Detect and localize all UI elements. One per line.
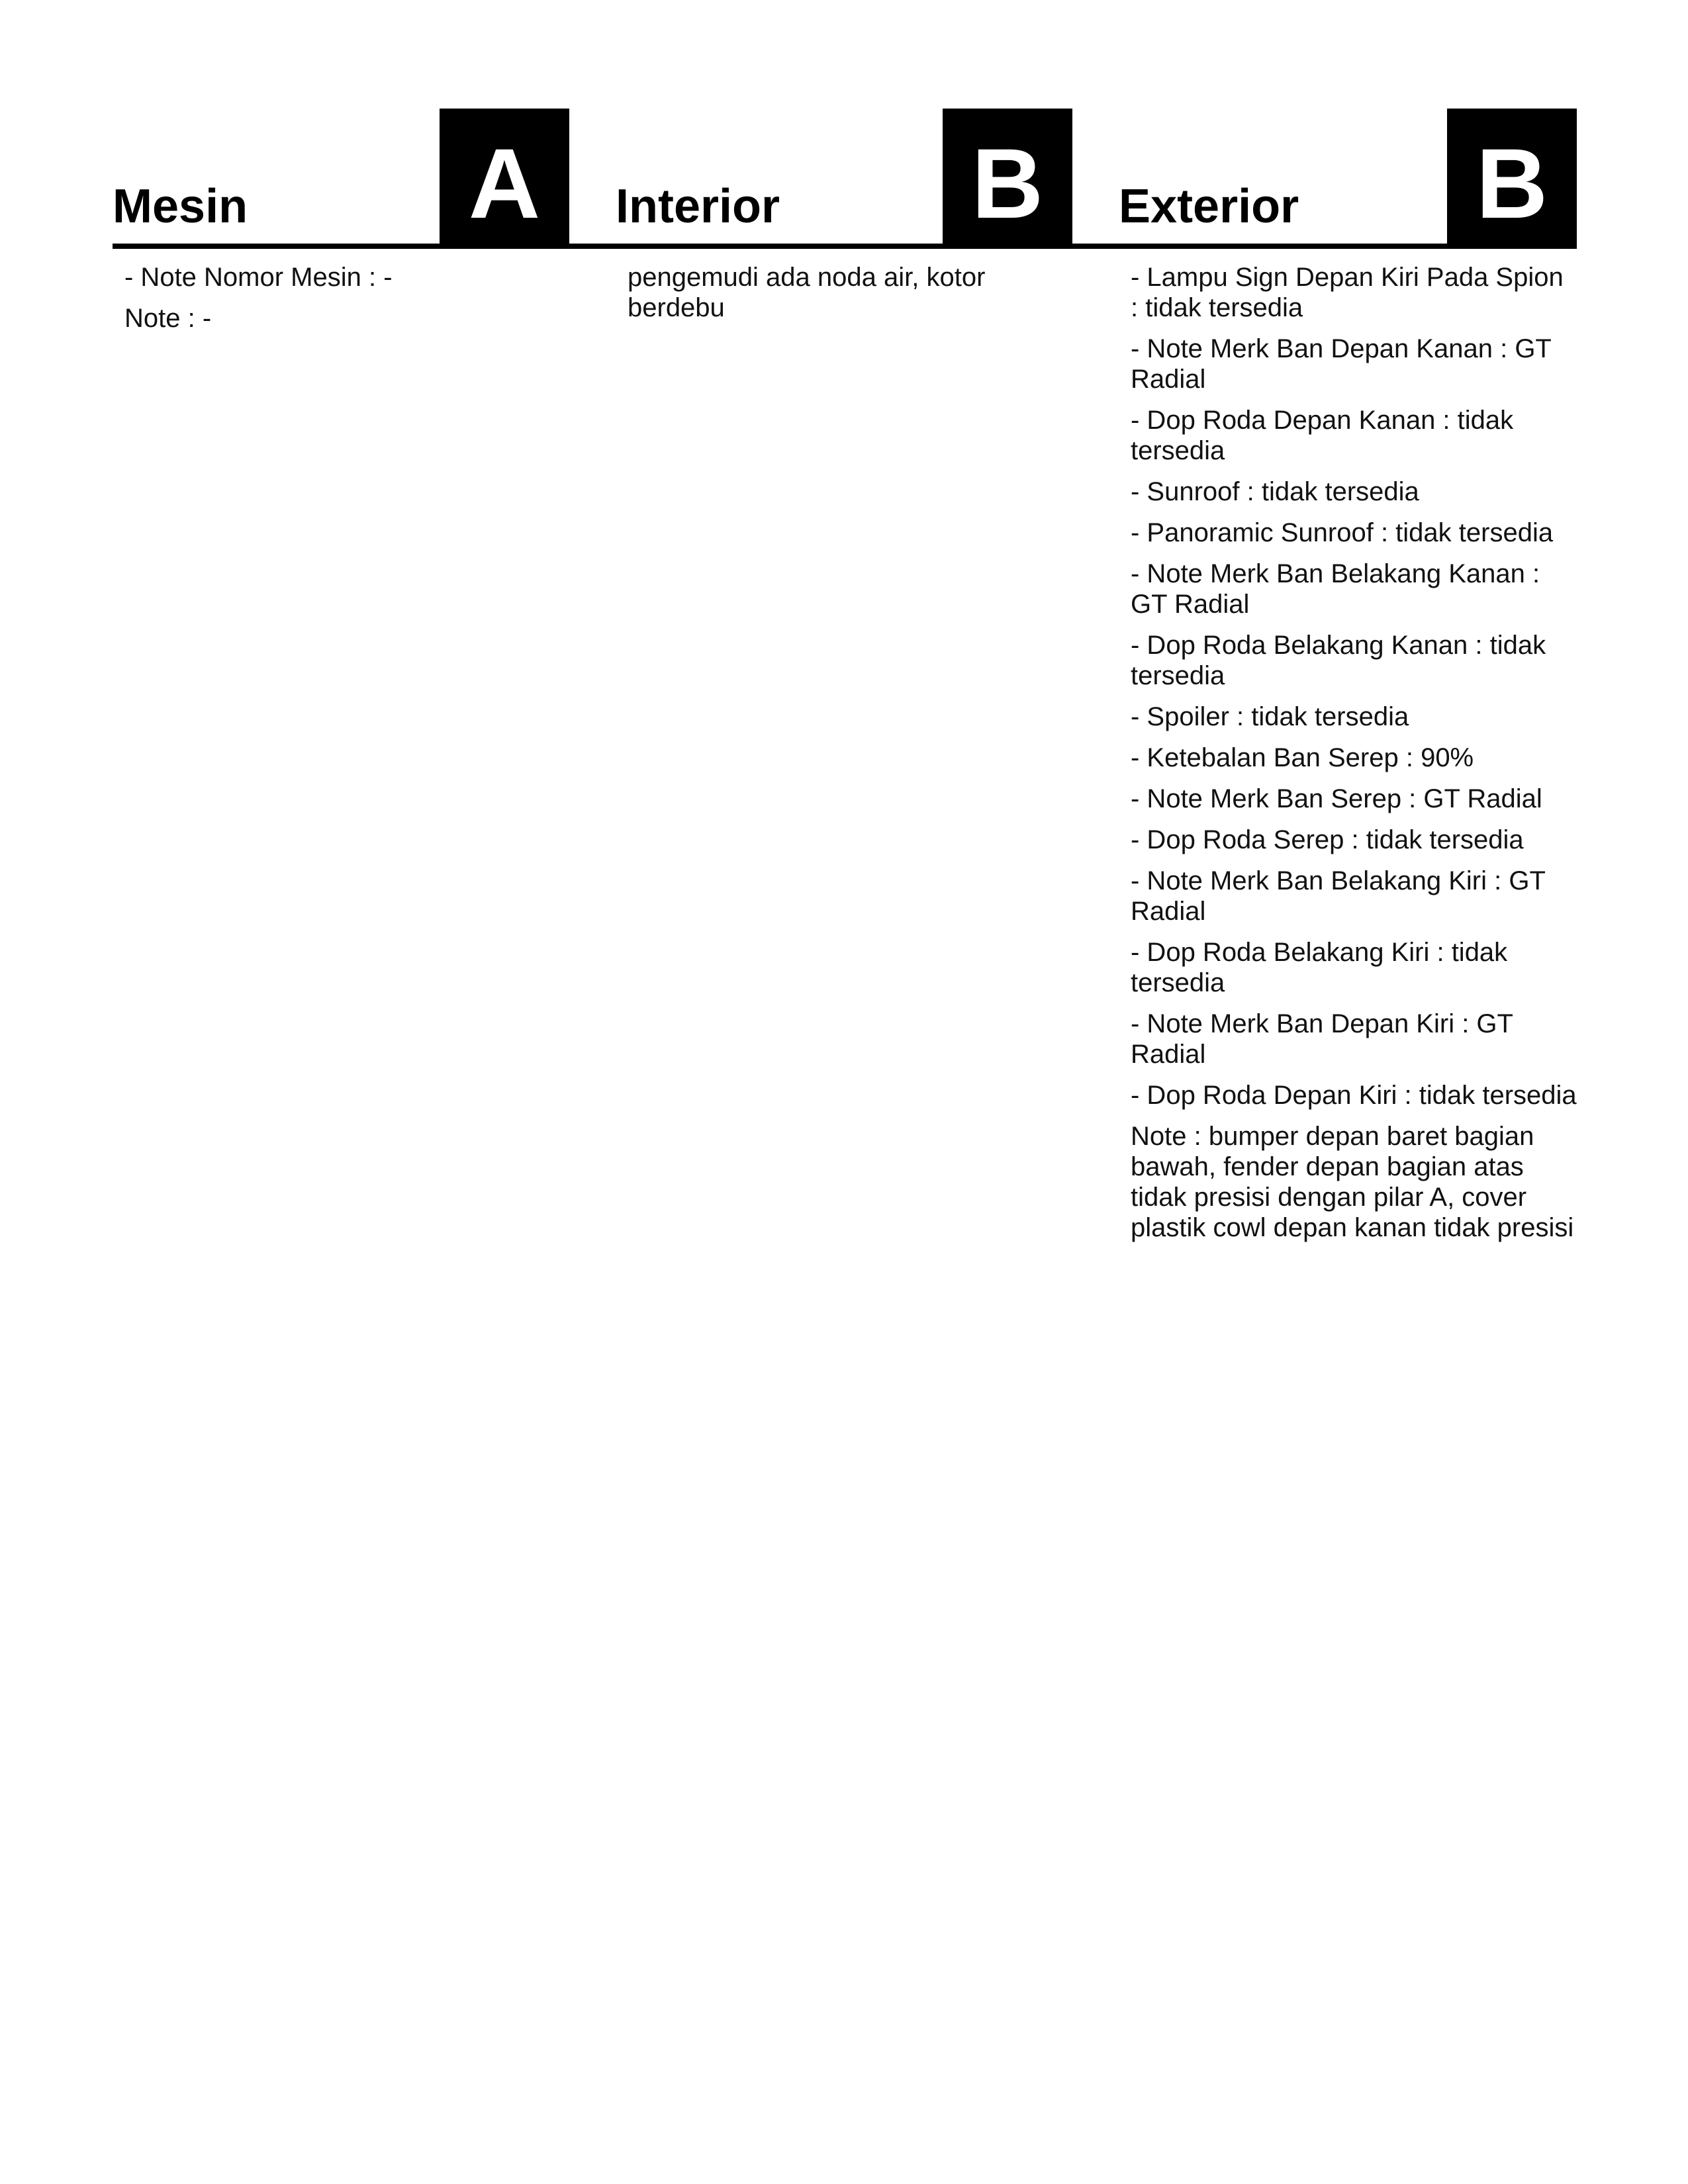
note-item: - Note Merk Ban Depan Kiri : GT Radial	[1131, 1009, 1513, 1069]
note-item: - Note Merk Ban Belakang Kanan : GT Radial	[1131, 559, 1540, 619]
note-item: - Note Merk Ban Depan Kanan : GT Radial	[1131, 334, 1552, 394]
section-title: Mesin	[113, 180, 248, 233]
note-item: - Note Nomor Mesin : -	[124, 263, 393, 292]
grade-badge: B	[943, 109, 1072, 244]
section-title: Exterior	[1119, 180, 1299, 233]
notes-list	[1119, 262, 1577, 1243]
note-item: - Panoramic Sunroof : tidak tersedia	[1131, 518, 1554, 547]
grade-badge: B	[1447, 109, 1577, 244]
note-item: - Sunroof : tidak tersedia	[1131, 477, 1419, 506]
note-item: pengemudi ada noda air, kotor berdebu	[628, 263, 986, 322]
note-item: - Dop Roda Serep : tidak tersedia	[1131, 825, 1524, 854]
note-item: - Note Merk Ban Belakang Kiri : GT Radial	[1131, 866, 1546, 926]
note-item: - Dop Roda Depan Kanan : tidak tersedia	[1131, 406, 1514, 465]
note-item: - Dop Roda Depan Kiri : tidak tersedia	[1131, 1081, 1577, 1110]
notes-list	[113, 262, 569, 334]
note-item: Note : -	[124, 304, 212, 333]
note-item: - Ketebalan Ban Serep : 90%	[1131, 743, 1474, 772]
grade-badge: A	[440, 109, 569, 244]
notes-list	[616, 262, 1072, 323]
section-mesin	[113, 109, 569, 344]
note-item: - Dop Roda Belakang Kanan : tidak tersedia	[1131, 631, 1546, 690]
section-header	[1119, 109, 1577, 249]
note-item: - Dop Roda Belakang Kiri : tidak tersedia	[1131, 938, 1508, 997]
section-title: Interior	[616, 180, 780, 233]
section-header	[616, 109, 1072, 249]
section-exterior	[1119, 109, 1577, 1253]
section-header	[113, 109, 569, 249]
note-item: - Note Merk Ban Serep : GT Radial	[1131, 784, 1542, 813]
note-item: - Spoiler : tidak tersedia	[1131, 702, 1409, 731]
note-item: Note : bumper depan baret bagian bawah, fender depan bagian atas tidak presisi dengan pilar A, cover plastik cowl depan kanan tidak presisi	[1131, 1122, 1574, 1242]
section-interior	[616, 109, 1072, 334]
note-item: - Lampu Sign Depan Kiri Pada Spion : tidak tersedia	[1131, 263, 1564, 322]
